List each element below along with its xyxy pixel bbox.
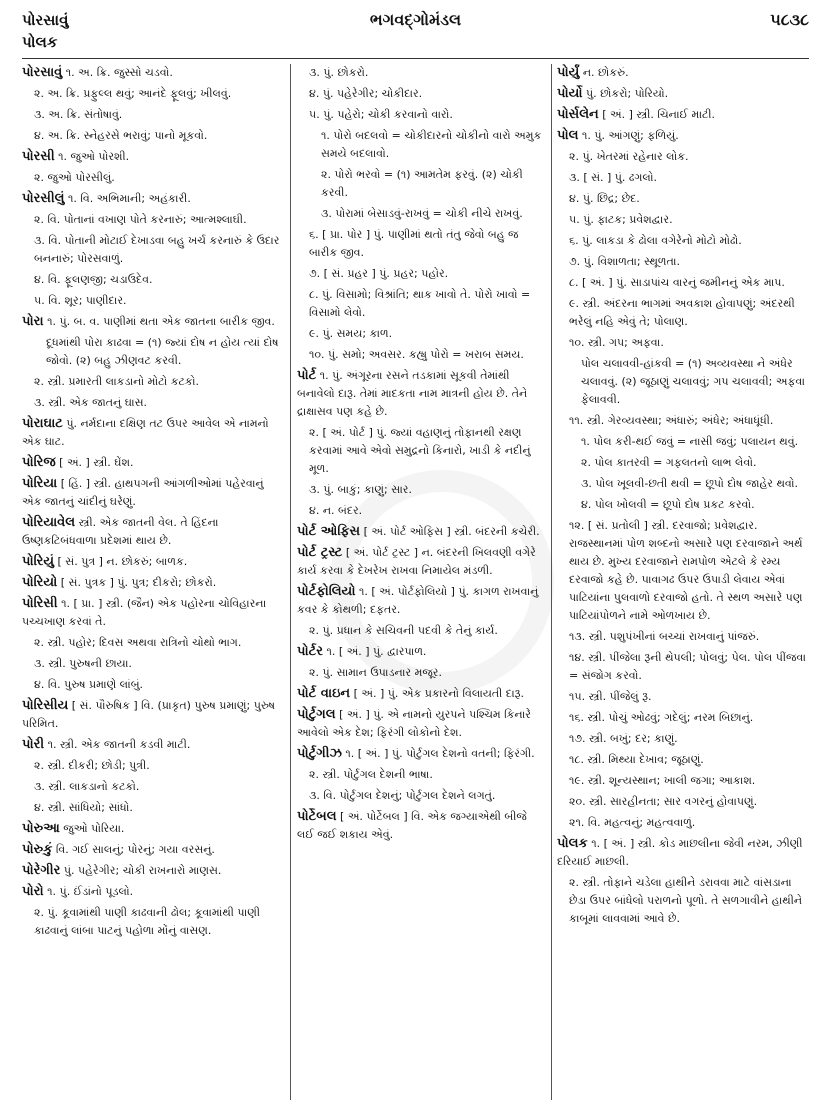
definition-text: ૧૪. સ્ત્રી. પીંજેલા રૂની થેપલી; પોલવું; પેલ. પોલ પીંજવા = સંજોગ કરવો. — [569, 651, 806, 682]
dictionary-entry — [297, 583, 547, 619]
dictionary-sense — [297, 226, 547, 262]
dictionary-sense — [297, 64, 547, 82]
headword: પોરા — [22, 314, 44, 329]
definition-text: ૨. પું. ખેતરમાં રહેનાર લોક. — [569, 150, 689, 163]
dictionary-sense — [297, 286, 547, 322]
definition-text: ૨૦. સ્ત્રી. સારહીનતા; સાર વગરનું હોવાપણું. — [569, 795, 758, 808]
dictionary-sense — [297, 622, 547, 640]
dictionary-sense — [557, 169, 811, 187]
definition-text: ૩. અ. ક્રિ. સંતોષાવું. — [34, 108, 123, 121]
definition-text: ૨. સ્ત્રી. પહોર; દિવસ અથવા રાત્રિનો ચોથો ભાગ. — [34, 636, 242, 649]
dictionary-entry — [297, 706, 547, 742]
headword: પોર્ટ ટ્રસ્ટ — [297, 545, 343, 560]
headword: પોરો — [22, 884, 44, 899]
dictionary-entry — [22, 148, 284, 166]
dictionary-entry — [22, 841, 284, 859]
definition-text: ૧૮. સ્ત્રી. મિથ્યા દેખાવ; જૂઠાણું. — [569, 753, 704, 766]
dictionary-sense — [22, 757, 284, 775]
dictionary-sense — [557, 649, 811, 685]
dictionary-sense — [22, 799, 284, 817]
dictionary-sense — [22, 334, 284, 370]
definition-text: ૬. [ પ્રા. પોર ] પું. પાણીમાં થતો તંતુ જેવો બહુ જ બારીક જીવ. — [309, 228, 519, 259]
dictionary-sense — [557, 454, 811, 472]
headword: પોરિયો — [22, 575, 58, 590]
definition-text: ૨. અ. ક્રિ. પ્રફુલ્લ થવું; આનંદે ફૂલવું; ખીલવું. — [34, 87, 232, 100]
definition-text: ૨. સ્ત્રી. તોફાને ચડેલા હાથીને ડરાવવા માટે વાંસડાના છેડા ઉપર બાંધેલો પરાળનો પૂળો. તે સળગાવીને હાથીને કાબૂમાં લાવવામાં આવે છે. — [569, 876, 803, 925]
definition-text: ૧. વિ. અભિમાની; અહંકારી. — [67, 192, 191, 205]
definition-text: ૧. જુઓ પોરશી. — [58, 150, 130, 163]
dictionary-sense — [22, 676, 284, 694]
definition-text: ૧. અ. ક્રિ. જુસ્સો ચડવો. — [65, 66, 173, 79]
definition-text: ૧. [ અં. ] પું. દ્વારપાળ. — [326, 645, 427, 658]
header-rule — [22, 58, 809, 59]
definition-text: ૮. [ અં. ] પું. સાડાપાંચ વારનું જમીનનું એક માપ. — [569, 276, 785, 289]
definition-text: [ અં. પોર્ટેબલ ] વિ. એક જગ્યાએથી બીજે લઈ જઈ શકાય એવું. — [297, 810, 527, 841]
dictionary-sense — [22, 634, 284, 652]
dictionary-entry — [297, 523, 547, 541]
dictionary-entry — [22, 64, 284, 82]
definition-text: ૩. સ્ત્રી. પુરુષની છાયા. — [34, 657, 132, 670]
dictionary-entry — [22, 475, 284, 511]
dictionary-sense — [297, 325, 547, 343]
dictionary-sense — [557, 232, 811, 250]
dictionary-sense — [22, 292, 284, 310]
definition-text: ૧. સ્ત્રી. એક જાતની કડવી માટી. — [47, 738, 191, 751]
definition-text: દૂધમાંથી પોરા કાઢવા = (૧) જ્યાં દોષ ન હોય ત્યાં દોષ જોવો. (૨) બહુ ઝીણવટ કરવી. — [46, 336, 279, 367]
definition-text: ૨૧. વિ. મહત્વનું; મહત્વવાળું. — [569, 816, 696, 829]
headword: પોલ — [557, 128, 579, 143]
definition-text: ૧. [ પ્રા. ] સ્ત્રી. (જૈન) એક પહોરના ચોવિહારના પચ્ચખાણ કરવાં તે. — [22, 597, 267, 628]
definition-text: ૪. પું. પહેરેગીર; ચોકીદાર. — [309, 87, 423, 100]
definition-text: ન. છોકરું. — [582, 66, 629, 79]
definition-text: ૧. [ અં. પોર્ટફોલિયો ] પું. કાગળ રાખવાનું કવર કે કોથળી; દફતર. — [297, 585, 539, 616]
headword: પોર્સલેન — [557, 107, 599, 122]
definition-text: ૨. સ્ત્રી. દીકરી; છોડી; પુત્રી. — [34, 759, 150, 772]
dictionary-sense — [557, 433, 811, 451]
dictionary-entry — [22, 697, 284, 733]
definition-text: ૮. પું. વિસામો; વિશ્રાંતિ; થાક ખાવો તે. પોરો ખાવો = વિસામો લેવો. — [309, 288, 531, 319]
definition-text: [ અં. ] પું. એક પ્રકારનો વિલાયતી દારૂ. — [353, 687, 524, 700]
dictionary-entry — [557, 835, 811, 871]
definition-text: પું. છોકરો; પોરિયો. — [585, 87, 669, 100]
dictionary-sense — [557, 628, 811, 646]
definition-text: ૪. ન. બંદર. — [309, 504, 363, 517]
definition-text: ૧. પોરો બદલવો = ચોકીદારનો ચોકીનો વારો અમુક સમયે બદલાવો. — [321, 129, 542, 160]
definition-text: ૩. [ સં. ] પું. ઢગલો. — [569, 171, 657, 184]
dictionary-sense — [297, 424, 547, 478]
definition-text: ૩. પોરામાં બેસાડવું-રાખવું = ચોકી નીચે રાખવું. — [321, 207, 523, 220]
dictionary-sense — [22, 904, 284, 940]
headword: પોર્ટર — [297, 644, 323, 659]
definition-text: [ અં. પોર્ટ ઓફિસ ] સ્ત્રી. બંદરની કચેરી. — [363, 525, 540, 538]
definition-text: ૧૩. સ્ત્રી. પશુપંખીનાં બચ્ચાં રાખવાનું પાંજરું. — [569, 630, 760, 643]
definition-text: ૨. વિ. પોતાનાં વખાણ પોતે કરનારું; આત્મશ્લાઘી. — [34, 213, 247, 226]
definition-text: ૩. સ્ત્રી. લાકડાનો કટકો. — [34, 780, 140, 793]
headword: પોરી — [22, 737, 45, 752]
dictionary-entry — [22, 190, 284, 208]
dictionary-sense — [22, 655, 284, 673]
definition-text: ૧. પું. આંગણું; ફળિયું. — [582, 129, 679, 142]
dictionary-sense — [557, 814, 811, 832]
definition-text: ૭. [ સં. પ્રહર ] પું. પ્રહર; પહોર. — [309, 267, 449, 280]
definition-text: ૧૦. સ્ત્રી. ગપ; અફવા. — [569, 336, 664, 349]
dictionary-sense — [22, 127, 284, 145]
definition-text: ૧. [ અં. ] પું. પોર્ટુગલ દેશનો વતની; ફિરંગી. — [345, 747, 535, 760]
definition-text: ૩. સ્ત્રી. એક જાતનું ઘાસ. — [34, 396, 148, 409]
dictionary-sense — [557, 751, 811, 769]
definition-text: [ અં. ] સ્ત્રી. ચિનાઈ માટી. — [602, 108, 716, 121]
definition-text: ૪. વિ. પુરુષ પ્રમાણે લાંબું. — [34, 678, 144, 691]
dictionary-entry — [22, 553, 284, 571]
dictionary-sense — [557, 211, 811, 229]
dictionary-sense — [557, 709, 811, 727]
headword: પોરિસી — [22, 596, 58, 611]
definition-text: ૩. પું. છોકરો. — [309, 66, 369, 79]
definition-text: ૨. પું. કૂવામાંથી પાણી કાઢવાની ઢોલ; કૂવામાંથી પાણી કાઢવાનું લાંબા પાટનું પહોળા મોંનું વાસણ. — [34, 906, 260, 937]
dictionary-sense — [557, 772, 811, 790]
headword: પોર્ટ — [297, 368, 317, 383]
dictionary-sense — [297, 502, 547, 520]
headword: પોરુકું — [22, 842, 53, 857]
dictionary-entry — [22, 313, 284, 331]
dictionary-sense — [297, 481, 547, 499]
headword: પોરિજ — [22, 455, 56, 470]
definition-text: ૧૫. સ્ત્રી. પીંજેલું રૂ. — [569, 690, 652, 703]
headword: પોર્ટ વાઇન — [297, 686, 351, 701]
dictionary-sense — [22, 373, 284, 391]
dictionary-entry — [297, 808, 547, 844]
dictionary-sense — [297, 766, 547, 784]
definition-text: [ સં. પૌરુષિક ] વિ. (પ્રાકૃત) પુરુષ પ્રમાણું; પુરુષ પરિમિત. — [22, 699, 276, 730]
dictionary-sense — [22, 169, 284, 187]
definition-text: ૫. પું. પહેરો; ચોકી કરવાનો વારો. — [309, 108, 453, 121]
dictionary-sense — [297, 265, 547, 283]
definition-text: સ્ત્રી. એક જાતની વેલ. તે હિંદના ઉષ્ણકટિબંધવાળા પ્રદેશમાં થાય છે. — [22, 516, 219, 547]
definition-text: [ સં. પુત્ર ] ન. છોકરું; બાળક. — [57, 555, 188, 568]
dictionary-entry — [22, 883, 284, 901]
dictionary-entry — [297, 745, 547, 763]
headword: પોર્ટેબલ — [297, 809, 337, 824]
dictionary-sense — [22, 271, 284, 289]
definition-text: ૨. સ્ત્રી. પ્રમારતી લાકડાનો મોટો કટકો. — [34, 375, 199, 388]
column-divider — [290, 64, 291, 1100]
column-divider — [551, 64, 552, 1100]
dictionary-sense — [557, 190, 811, 208]
headword: પોરસીલું — [22, 191, 65, 206]
dictionary-sense — [297, 205, 547, 223]
definition-text: ૨. પું. સામાન ઉપાડનાર મજૂર. — [309, 666, 442, 679]
definition-text: [ હિં. ] સ્ત્રી. હાથપગની આંગળીઓમાં પહેરવાનું એક જાતનું ચાંદીનું ઘરેણું. — [22, 477, 264, 508]
definition-text: ૯. સ્ત્રી. અંદરના ભાગમાં અવકાશ હોવાપણું; અંદરથી ભરેલું નહિ એવું તે; પોલાણ. — [569, 297, 795, 328]
headword: પોરસાવું — [22, 65, 63, 80]
dictionary-sense — [297, 166, 547, 202]
dictionary-entry — [22, 574, 284, 592]
dictionary-sense — [22, 778, 284, 796]
definition-text: ૧૦. પું. સમો; અવસર. કહ્યુ પોરો = ખરાબ સમય. — [309, 348, 524, 361]
dictionary-entry — [557, 106, 811, 124]
dictionary-entry — [557, 64, 811, 82]
definition-text: ૩. પું. બાકું; કાણું; સાર. — [309, 483, 412, 496]
dictionary-sense — [557, 688, 811, 706]
definition-text: ૧૬. સ્ત્રી. પોચું ઓઢવું; ગદેલું; નરમ બિછાનું. — [569, 711, 754, 724]
definition-text: ૫. વિ. શૂર; પાણીદાર. — [34, 294, 127, 307]
dictionary-sense — [557, 496, 811, 514]
dictionary-entry — [22, 862, 284, 880]
dictionary-sense — [557, 253, 811, 271]
definition-text: ૨. પોલ કાતરવી = ગફલતનો લાભ લેવો. — [581, 456, 757, 469]
dictionary-sense — [22, 232, 284, 268]
dictionary-sense — [297, 346, 547, 364]
dictionary-sense — [297, 664, 547, 682]
dictionary-entry — [22, 595, 284, 631]
dictionary-entry — [22, 415, 284, 451]
definition-text: વિ. ગઈ સાલનું; પોરનું; ગયા વરસનું. — [55, 843, 215, 856]
definition-text: [ સં. પુત્રક ] પું. પુત્ર; દીકરો; છોકરો. — [60, 576, 217, 589]
definition-text: [ અં. ] પું. એ નામનો યુરપને પશ્ચિમ કિનારે આવેલો એક દેશ; ફિરંગી લોકોનો દેશ. — [297, 708, 531, 739]
dictionary-sense — [557, 412, 811, 430]
definition-text: ૧૯. સ્ત્રી. શૂન્યસ્થાન; ખાલી જગા; આકાશ. — [569, 774, 756, 787]
definition-text: ૧. પું. અંગૂરના રસને તડકામાં સૂકવી તેમાંથી બનાવેલો દારૂ. તેમાં માદકતા નામ માત્રની હોય છે. તેને દ્રાક્ષાસવ પણ કહે છે. — [297, 369, 528, 418]
definition-text: ૫. પું. ફાટક; પ્રવેશદ્વાર. — [569, 213, 673, 226]
definition-text: ૪. પું. છિદ્ર; છેદ. — [569, 192, 640, 205]
definition-text: [ અં. પોર્ટ ટ્રસ્ટ ] ન. બંદરની ખિલવણી વગેરે કાર્ય કરવા કે દેખરેખ રાખવા નિમાયેલ મંડળી. — [297, 546, 536, 577]
dictionary-sense — [22, 394, 284, 412]
definition-text: ૩. વિ. પોર્ટુગલ દેશનું; પોર્ટુગલ દેશને લગતું. — [309, 789, 496, 802]
dictionary-sense — [22, 106, 284, 124]
headword: પોરિયા — [22, 476, 58, 491]
headword: પોર્ટફોલિયો — [297, 584, 356, 599]
dictionary-sense — [557, 274, 811, 292]
definition-text: ૨. [ અં. પોર્ટ ] પું. જ્યાં વહાણનું તોફાનથી રક્ષણ કરવામાં આવે એવો સમુદ્રનો કિનારો, ખાડી કે નદીનું મૂળ. — [309, 426, 531, 475]
definition-text: ૨. પોરો ભરવો = (૧) આમતેમ ફરવું. (૨) ચોકી કરવી. — [321, 168, 523, 199]
dictionary-entry — [557, 85, 811, 103]
dictionary-sense — [557, 730, 811, 748]
definition-text: ૧૭. સ્ત્રી. બખું; દર; કાણું. — [569, 732, 678, 745]
page-number: ૫૮૩૮ — [770, 10, 809, 29]
dictionary-sense — [557, 874, 811, 928]
definition-text: ૨. સ્ત્રી. પોર્ટુગલ દેશની ભાષા. — [309, 768, 433, 781]
dictionary-sense — [557, 148, 811, 166]
definition-text: ૬. પું. લાકડા કે ઢોલા વગેરેનો મોટો મોઢો. — [569, 234, 742, 247]
dictionary-entry — [22, 514, 284, 550]
definition-text: ૧. પું. બ. વ. પાણીમાં થતા એક જાતના બારીક જીવ. — [47, 315, 275, 328]
definition-text: ૪. વિ. ફૂલણજી; ચડાઉદેવ. — [34, 273, 153, 286]
dictionary-entry — [297, 367, 547, 421]
headword: પોરેગીર — [22, 863, 61, 878]
dictionary-sense — [557, 295, 811, 331]
definition-text: ૧. [ અં. ] સ્ત્રી. કોડ માછલીના જેવી નરમ, ઝીણી દરિયાઈ માછલી. — [557, 837, 803, 868]
dictionary-column-3 — [557, 64, 811, 1100]
definition-text: ૪. અ. ક્રિ. સ્નેહરસે ભરાવું; પાનો મૂકવો. — [34, 129, 208, 142]
definition-text: ૩. વિ. પોતાની મોટાઈ દેખાડવા બહુ ખર્ચ કરનારું કે ઉદાર બનનારું; પોરસવાળું. — [34, 234, 280, 265]
dictionary-entry — [297, 544, 547, 580]
dictionary-sense — [557, 475, 811, 493]
definition-text: ૩. પોલ ખૂલવી-છતી થવી = છૂપો દોષ જાહેર થવો. — [581, 477, 799, 490]
dictionary-entry — [22, 820, 284, 838]
definition-text: ૨. જુઓ પોરસીલું. — [34, 171, 115, 184]
definition-text: ૧૨. [ સં. પ્રતોલી ] સ્ત્રી. દરવાજો; પ્રવેશદ્વાર. રાજસ્થાનમાં પોળ શબ્દનો અસારે પણ દરવાજાને અર્થ થાય છે. મુખ્ય દરવાજાને રામપોળ એટલે કે રમ્ય દરવાજો કહે છે. પાવાગઢ ઉપર ઉપાડી લેવાય એવાં પાટિયાંના પુલવાળો દરવાજો હતો. તે સ્થળ અસારે પણ પાટિયાંપોળને નામે ઓળખાય છે. — [569, 519, 803, 622]
headword: પોરુઆ — [22, 821, 60, 836]
definition-text: જુઓ પોરિયા. — [63, 822, 125, 835]
dictionary-sense — [22, 85, 284, 103]
dictionary-column-1 — [22, 64, 284, 1100]
definition-text: ૨. પું. પ્રધાન કે સચિવની પદવી કે તેનું કાર્ય. — [309, 624, 498, 637]
definition-text: [ અં. ] સ્ત્રી. ઘેંશ. — [59, 456, 134, 469]
dictionary-sense — [557, 793, 811, 811]
headword: પોરિયું — [22, 554, 54, 569]
dictionary-entry — [297, 685, 547, 703]
headword: પોરિસીય — [22, 698, 69, 713]
dictionary-sense — [557, 334, 811, 352]
guide-word-bottom: પોલક — [22, 33, 58, 51]
definition-text: ૧. પોલ કરી-થઈ જવું = નાસી જવું; પલાયન થવું. — [581, 435, 799, 448]
dictionary-sense — [297, 85, 547, 103]
dictionary-sense — [557, 517, 811, 625]
definition-text: ૪. પોલ ખોલવી = છૂપો દોષ પ્રકટ કરવો. — [581, 498, 755, 511]
dictionary-sense — [297, 106, 547, 124]
dictionary-entry — [297, 643, 547, 661]
dictionary-sense — [22, 211, 284, 229]
dictionary-entry — [22, 736, 284, 754]
definition-text: ૪. સ્ત્રી. સાંધિયો; સાંધો. — [34, 801, 133, 814]
definition-text: ૧૧. સ્ત્રી. ગેરવ્યવસ્થા; અંધારું; અંધેર; અંધાધૂંધી. — [569, 414, 774, 427]
definition-text: ૯. પું. સમય; કાળ. — [309, 327, 393, 340]
dictionary-entry — [22, 454, 284, 472]
headword: પોર્ટ ઓફિસ — [297, 524, 361, 539]
dictionary-sense — [557, 355, 811, 409]
definition-text: ૭. પું. વિશાળતા; સ્થૂળતા. — [569, 255, 681, 268]
headword: પોર્ટુગલ — [297, 707, 336, 722]
book-title: ભગવદ્ગોમંડલ — [369, 10, 462, 29]
dictionary-sense — [297, 127, 547, 163]
headword: પોરસી — [22, 149, 55, 164]
headword: પોરાઘાટ — [22, 416, 63, 431]
page-header — [22, 10, 809, 54]
headword: પોરિયાવેલ — [22, 515, 76, 530]
headword: પોલક — [557, 836, 588, 851]
definition-text: પું. પહેરેગીર; ચોકી રાખનારો માણસ. — [63, 864, 222, 877]
headword: પોર્ટુગીઝ — [297, 746, 342, 761]
dictionary-sense — [297, 787, 547, 805]
definition-text: પોલ ચલાવવી-હાંકવી = (૧) અવ્યવસ્થા ને અંધેર ચલાવવું. (૨) જૂઠાણું ચલાવવું; ગપ ચલાવવી; અફવા ફેલાવવી. — [581, 357, 805, 406]
headword: પોર્યો — [557, 86, 583, 101]
definition-text: ૧. પું. ઈંડાંનો પૂડલો. — [47, 885, 134, 898]
definition-text: પું. નર્મદાના દક્ષિણ તટ ઉપર આવેલ એ નામનો એક ઘાટ. — [22, 417, 269, 448]
headword: પોર્યું — [557, 65, 580, 80]
dictionary-entry — [557, 127, 811, 145]
dictionary-column-2 — [297, 64, 547, 1100]
guide-word-top: પોરસાવું — [22, 11, 69, 29]
